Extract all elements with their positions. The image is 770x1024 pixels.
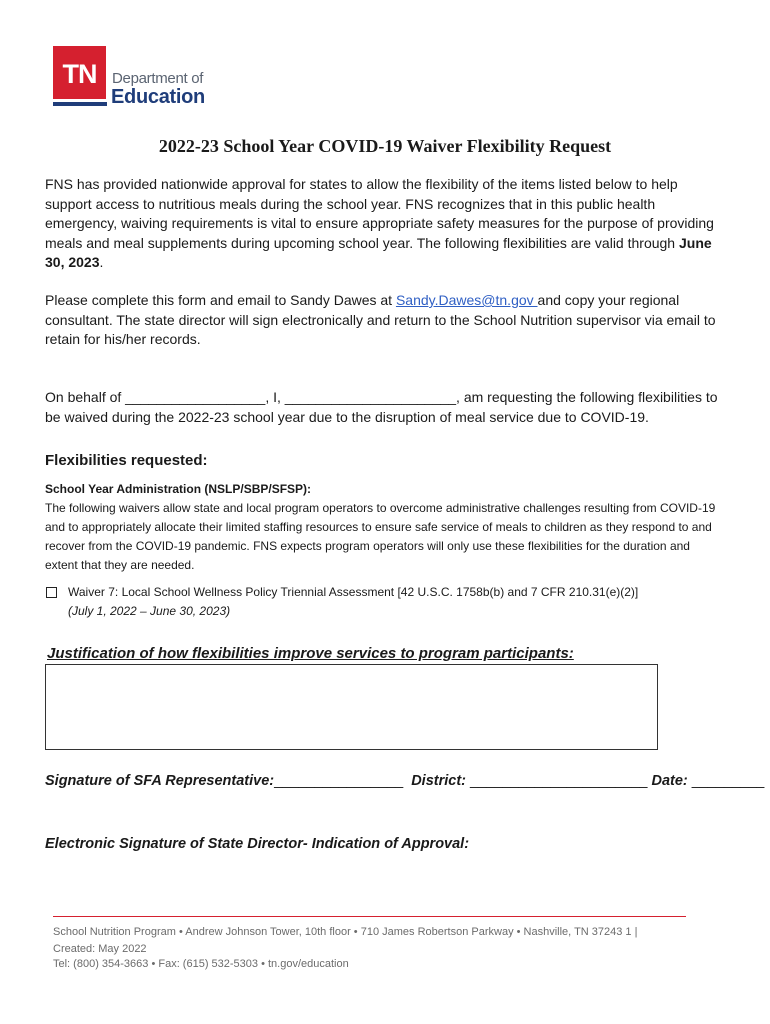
email-link[interactable]: Sandy.Dawes@tn.gov <box>395 292 538 308</box>
district-field[interactable]: ______________________ <box>470 773 648 789</box>
on-behalf-statement: On behalf of __________________, I, ______________________, am requesting the following flexibilities to be waived during the 2022-23 school year due to the disruption of meal service due to COVID-19. <box>45 389 718 425</box>
waiver-7-dates: (July 1, 2022 – June 30, 2023) <box>68 604 231 618</box>
district-label: District: <box>411 773 466 789</box>
sfa-signature-field[interactable]: ________________ <box>274 773 404 789</box>
state-director-signature-label: Electronic Signature of State Director- Indication of Approval: <box>45 836 470 852</box>
signature-line <box>45 773 764 789</box>
intro-valid-date: June 30, 2023 <box>45 234 712 270</box>
intro-text: FNS has provided nationwide approval for states to allow the flexibility of the items listed below to help support access to nutritious meals during the school year. FNS recognizes that in this public health emergency, waiving requirements is vital to ensure appropriate safety measures for the purpose of providing meals and meal supplements during upcoming school year. The following flexibilities are valid through <box>45 176 714 251</box>
justification-textbox[interactable] <box>45 664 658 750</box>
instructions-text: Please complete this form and email to Sandy Dawes at <box>45 292 396 308</box>
date-label: Date: <box>651 773 688 789</box>
logo-education-text: Education <box>111 86 205 108</box>
sfa-signature-label: Signature of SFA Representative: <box>45 773 275 789</box>
logo-underline <box>53 102 107 106</box>
footer-divider <box>53 916 686 917</box>
tn-logo-mark: TN <box>53 46 106 99</box>
instructions-text-end: and copy your regional consultant. The state director will sign electronically and return to the School Nutrition supervisor via email to retain for his/her records. <box>45 292 716 347</box>
page-title: 2022-23 School Year COVID-19 Waiver Flexibility Request <box>158 136 612 156</box>
flexibilities-heading: Flexibilities requested: <box>45 452 208 469</box>
admin-section <box>45 480 725 575</box>
justification-heading: Justification of how flexibilities improve services to program participants: <box>47 645 574 662</box>
footer-created: Created: May 2022 <box>53 943 147 955</box>
intro-paragraph <box>45 175 725 273</box>
instructions-paragraph <box>45 291 725 350</box>
waiver-7-checkbox[interactable] <box>46 587 57 598</box>
date-field[interactable]: _________ <box>691 773 765 789</box>
footer-contact: Tel: (800) 354-3663 • Fax: (615) 532-5303 • tn.gov/education <box>53 958 349 970</box>
footer-address: School Nutrition Program • Andrew Johnson Tower, 10th floor • 710 James Robertson Parkway • Nashville, TN 37243 1 | <box>53 926 638 938</box>
logo-department-text: Department of <box>112 70 204 87</box>
admin-heading: School Year Administration (NSLP/SBP/SFSP): <box>45 482 312 496</box>
admin-body: The following waivers allow state and local program operators to overcome administrative challenges resulting from COVID-19 and to appropriately allocate their limited staffing resources to ensure safe service of meals to children as they respond to and recover from the COVID-19 pandemic. FNS expects program operators will only use these flexibilities for the duration and extent that they are needed. <box>45 501 716 572</box>
waiver-7-label: Waiver 7: Local School Wellness Policy Triennial Assessment [42 U.S.C. 1758b(b) and 7 CFR 210.31(e)(2)] <box>68 585 639 599</box>
intro-text-end: . <box>99 254 104 270</box>
